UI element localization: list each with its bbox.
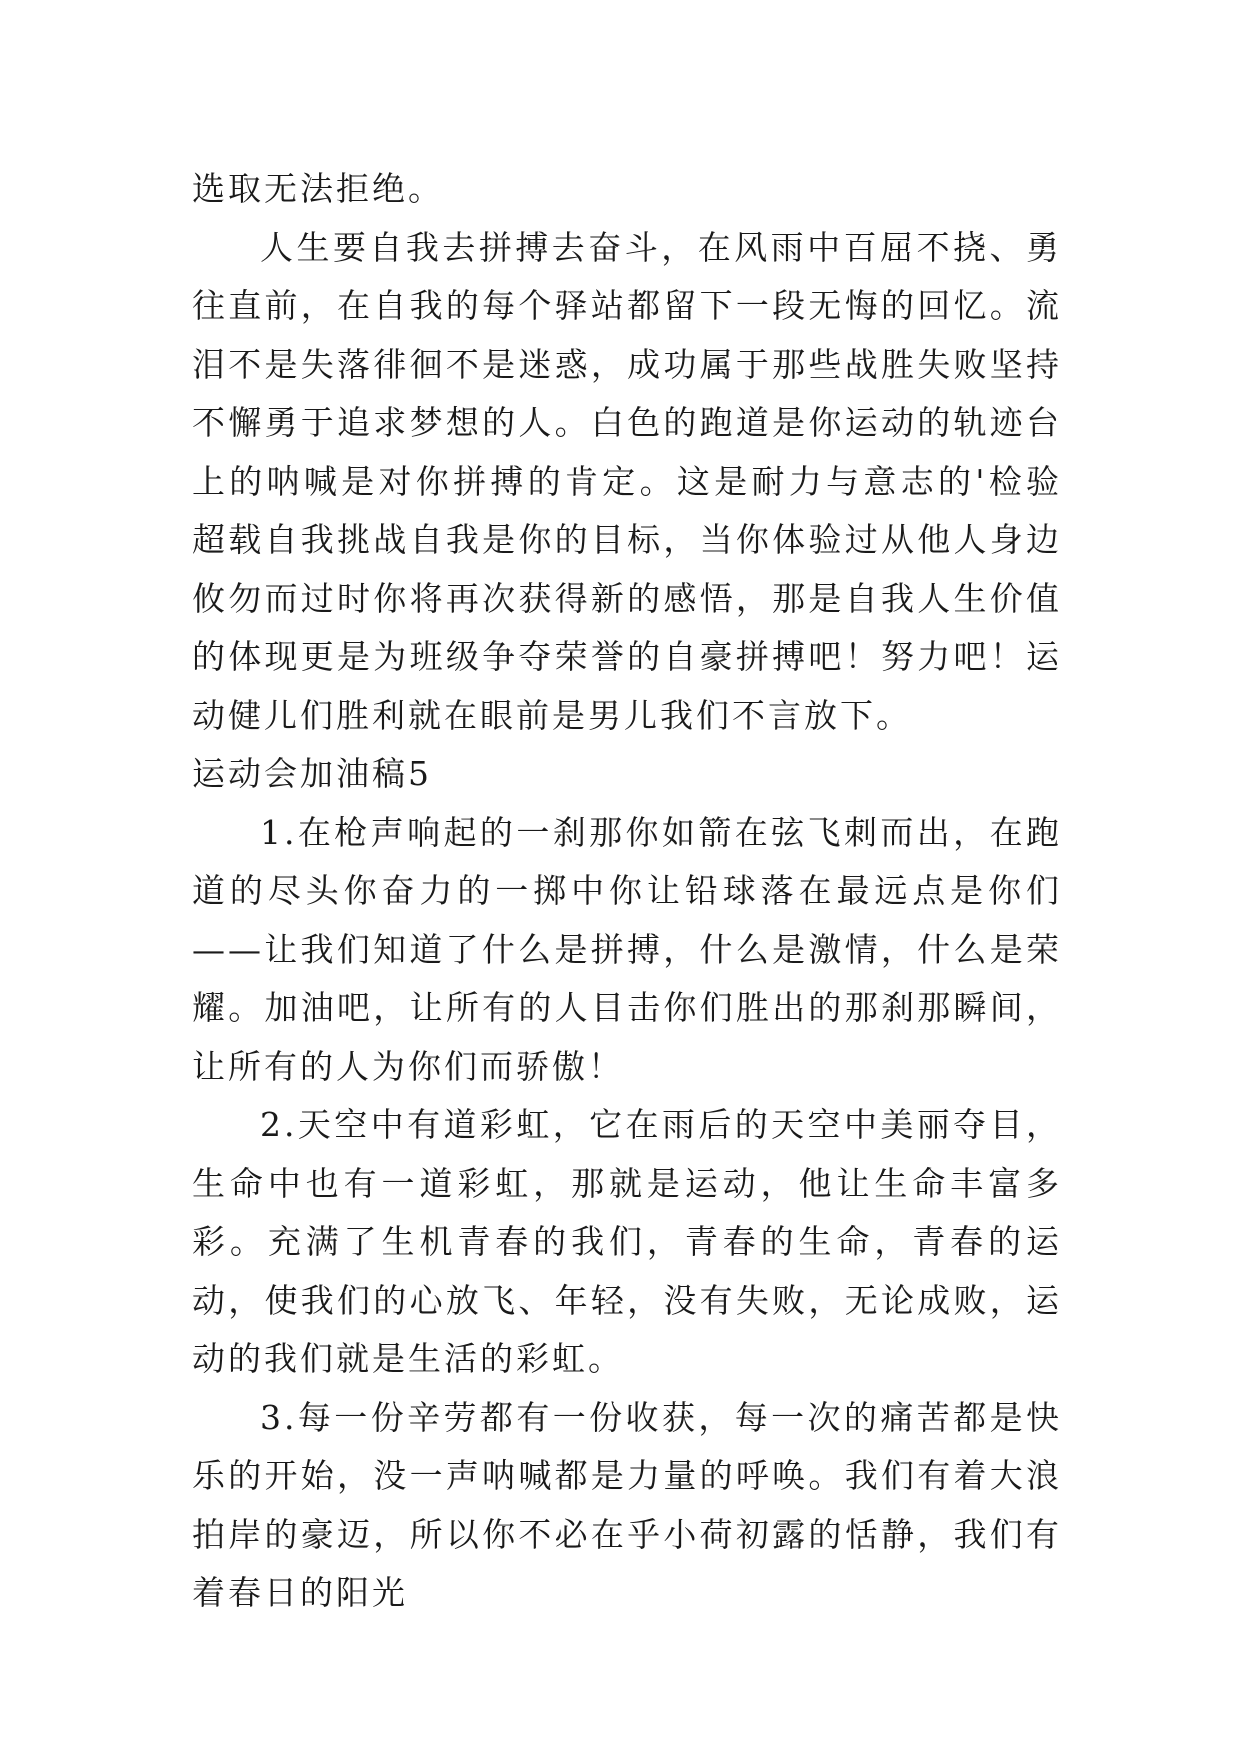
section-heading: 运动会加油稿5 <box>192 754 432 793</box>
paragraph-item-2: 2.天空中有道彩虹，它在雨后的天空中美丽夺目，生命中也有一道彩虹，那就是运动，他让生命丰富多彩。充满了生机青春的我们，青春的生命，青春的运动，使我们的心放飞、年轻，没有失败，无论成败，运动的我们就是生活的彩虹。 <box>192 1105 1062 1378</box>
document-body <box>192 160 1062 1623</box>
paragraph-item-3: 3.每一份辛劳都有一份收获，每一次的痛苦都是快乐的开始，没一声呐喊都是力量的呼唤。我们有着大浪拍岸的豪迈，所以你不必在乎小荷初露的恬静，我们有着春日的阳光 <box>192 1397 1062 1612</box>
paragraph-item-1: 1.在枪声响起的一刹那你如箭在弦飞刺而出，在跑道的尽头你奋力的一掷中你让铅球落在最远点是你们——让我们知道了什么是拼搏，什么是激情，什么是荣耀。加油吧，让所有的人目击你们胜出的那刹那瞬间，让所有的人为你们而骄傲！ <box>192 812 1062 1086</box>
paragraph-continuation: 选取无法拒绝。 <box>192 169 444 208</box>
paragraph-life-struggle: 人生要自我去拼搏去奋斗，在风雨中百屈不挠、勇往直前，在自我的每个驿站都留下一段无悔的回忆。流泪不是失落徘徊不是迷惑，成功属于那些战胜失败坚持不懈勇于追求梦想的人。白色的跑道是你运动的轨迹台上的呐喊是对你拼搏的肯定。这是耐力与意志的'检验超载自我挑战自我是你的目标，当你体验过从他人身边攸勿而过时你将再次获得新的感悟，那是自我人生价值的体现更是为班级争夺荣誉的自豪拼搏吧！努力吧！运动健儿们胜利就在眼前是男儿我们不言放下。 <box>192 227 1062 735</box>
